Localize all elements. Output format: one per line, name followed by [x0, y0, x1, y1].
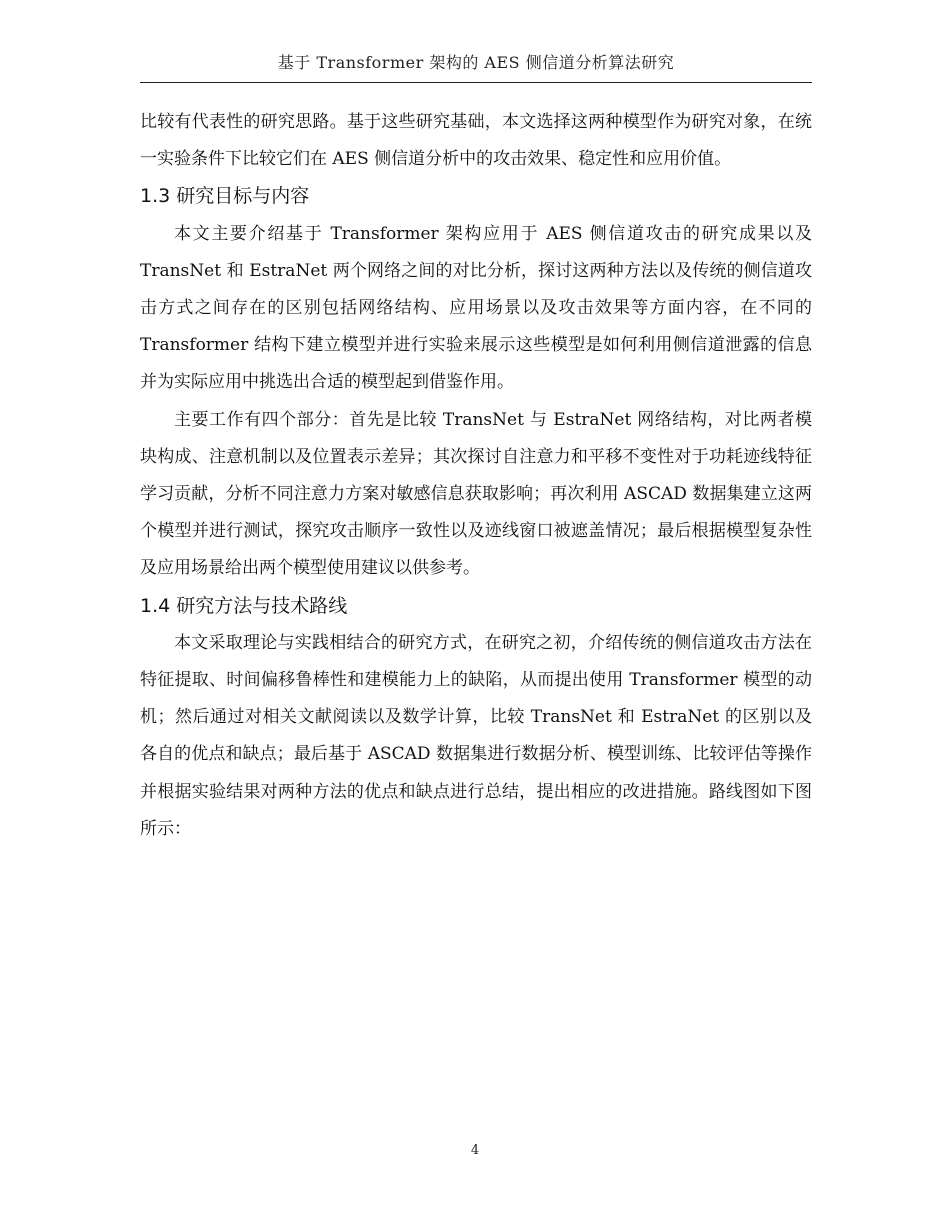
page-body — [140, 104, 812, 848]
section-1-4-paragraph-1: 本文采取理论与实践相结合的研究方式，在研究之初，介绍传统的侧信道攻击方法在特征提取、时间偏移鲁棒性和建模能力上的缺陷，从而提出使用 Transformer 模型的动机；然后通过对相关文献阅读以及数学计算，比较 TransNet 和 EstraNet 的区别以及各自的优点和缺点；最后基于 ASCAD 数据集进行数据分析、模型训练、比较评估等操作并根据实验结果对两种方法的优点和缺点进行总结，提出相应的改进措施。路线图如下图所示： — [140, 632, 812, 839]
section-1-3-paragraph-1: 本文主要介绍基于 Transformer 架构应用于 AES 侧信道攻击的研究成果以及 TransNet 和 EstraNet 两个网络之间的对比分析，探讨这两种方法以及传统的侧信道攻击方式之间存在的区别包括网络结构、应用场景以及攻击效果等方面内容，在不同的 Transformer 结构下建立模型并进行实验来展示这些模型是如何利用侧信道泄露的信息并为实际应用中挑选出合适的模型起到借鉴作用。 — [140, 223, 812, 393]
section-1-3-paragraph-2: 主要工作有四个部分：首先是比较 TransNet 与 EstraNet 网络结构，对比两者模块构成、注意机制以及位置表示差异；其次探讨自注意力和平移不变性对于功耗迹线特征学习贡献，分析不同注意力方案对敏感信息获取影响；再次利用 ASCAD 数据集建立这两个模型并进行测试，探究攻击顺序一致性以及迹线窗口被遮盖情况；最后根据模型复杂性及应用场景给出两个模型使用建议以供参考。 — [140, 409, 812, 579]
running-header: 基于 Transformer 架构的 AES 侧信道分析算法研究 — [277, 53, 675, 72]
header-rule — [140, 82, 812, 83]
section-heading-1-3: 1.3 研究目标与内容 — [140, 185, 310, 208]
page-number: 4 — [470, 1143, 480, 1158]
section-heading-1-4: 1.4 研究方法与技术路线 — [140, 594, 348, 617]
intro-paragraph: 比较有代表性的研究思路。基于这些研究基础，本文选择这两种模型作为研究对象，在统一实验条件下比较它们在 AES 侧信道分析中的攻击效果、稳定性和应用价值。 — [140, 112, 812, 170]
